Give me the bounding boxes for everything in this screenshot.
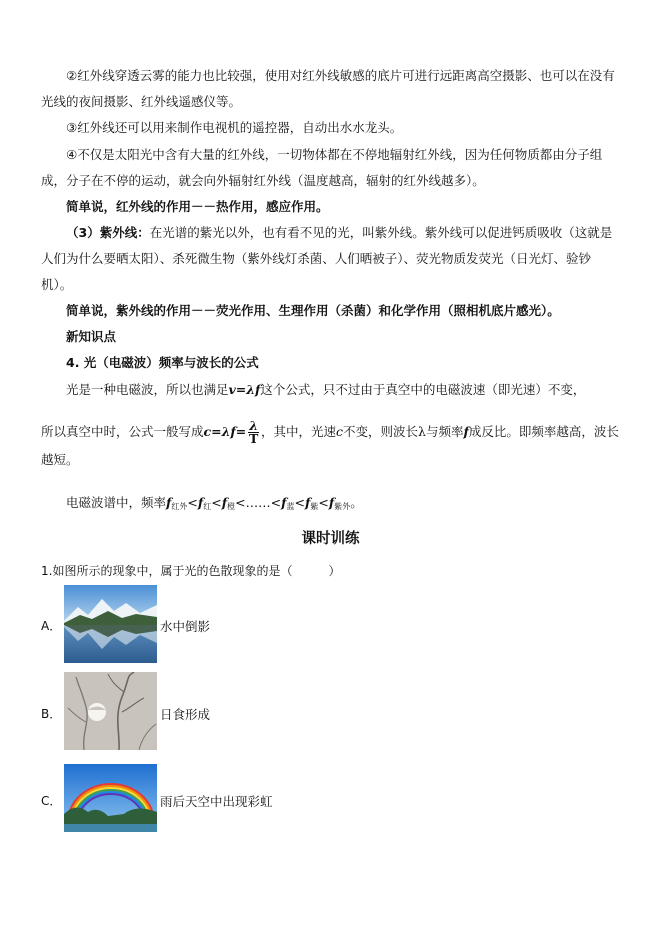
text-segment: 成反比。即频率越高，波长越短。 <box>41 424 619 467</box>
option-b-text: 日食形成 <box>160 707 211 722</box>
symbol-f: f <box>463 424 469 439</box>
option-c-rainbow-image[interactable] <box>64 764 157 832</box>
summary-infrared: 简单说，红外线的作用－－热作用，感应作用。 <box>66 199 329 214</box>
section-title: 课时训练 <box>301 531 360 547</box>
fraction-numerator: λ <box>249 418 258 433</box>
text-segment: 这个公式，只不过由于真空中的电磁波速（即光速）不变， <box>260 382 586 397</box>
less-than: < <box>235 495 246 510</box>
freq-subscript: 紫 <box>310 502 319 511</box>
option-a-letter: A． <box>41 619 62 633</box>
symbol-lambda: λ <box>418 424 426 439</box>
text-segment: 光是一种电磁波，所以也满足 <box>66 382 229 397</box>
text-segment: 不变，则波长 <box>343 424 419 439</box>
option-a-text: 水中倒影 <box>160 619 211 634</box>
less-than: < <box>187 495 198 510</box>
text-segment: 所以真空中时，公式一般写成 <box>41 424 204 439</box>
option-b-eclipse-image[interactable] <box>64 672 157 750</box>
formula-v-lambda-f: v=λf <box>228 382 261 397</box>
option-b-letter: B． <box>41 707 62 721</box>
paragraph-infrared-radiation: ④不仅是太阳光中含有大量的红外线，一切物体都在不停地辐射红外线，因为任何物质都由分子组成，分子在不停的运动，就会向外辐射红外线（温度越高，辐射的红外线越多）。 <box>41 147 603 188</box>
text-segment: 与频率 <box>425 424 464 439</box>
freq-subscript: 紫外 <box>334 502 351 511</box>
fraction-lambda-over-t <box>248 420 259 445</box>
paragraph-wave-formula <box>41 377 621 403</box>
freq-symbol: f <box>166 495 172 510</box>
ultraviolet-label: （3）紫外线： <box>66 225 150 240</box>
ultraviolet-text: 在光谱的紫光以外，也有看不见的光，叫紫外线。紫外线可以促进钙质吸收（这就是人们为什么要晒太阳）、杀死微生物（紫外线灯杀菌、人们晒被子）、荧光物质发荧光（日光灯、验钞机）。 <box>41 225 613 292</box>
formula-c-lambda-f: c=λf= <box>203 424 247 439</box>
option-a-lake-reflection-image[interactable] <box>64 585 157 663</box>
new-knowledge-heading: 新知识点 <box>66 329 117 344</box>
paragraph-ultraviolet <box>41 220 621 298</box>
freq-symbol: f <box>328 495 335 510</box>
less-than: < <box>294 495 305 510</box>
text-segment: 。 <box>350 495 363 510</box>
freq-symbol: f <box>197 495 204 510</box>
paragraph-spectrum-order <box>41 490 621 520</box>
text-segment: 电磁波谱中，频率 <box>66 495 167 510</box>
less-than: < <box>318 495 329 510</box>
question-stem: 1.如图所示的现象中，属于光的色散现象的是（ ） <box>41 564 341 578</box>
freq-subscript: 橙 <box>227 502 236 511</box>
summary-ultraviolet: 简单说，紫外线的作用－－荧光作用、生理作用（杀菌）和化学作用（照相机底片感光）。 <box>66 303 560 318</box>
option-c-text: 雨后天空中出现彩虹 <box>160 794 273 809</box>
option-c-letter: C． <box>41 794 62 808</box>
freq-subscript: 红外 <box>171 502 188 511</box>
paragraph-infrared-remote: ③红外线还可以用来制作电视机的遥控器，自动出水水龙头。 <box>66 120 403 135</box>
paragraph-vacuum-formula <box>41 418 621 474</box>
freq-symbol: f <box>305 495 311 510</box>
freq-symbol: f <box>281 495 287 510</box>
freq-symbol: f <box>221 495 228 510</box>
formula-heading: 4. 光（电磁波）频率与波长的公式 <box>66 355 259 370</box>
ellipsis: …… <box>245 495 271 510</box>
text-segment: ，其中，光速 <box>260 424 336 439</box>
symbol-c: c <box>336 424 344 439</box>
fraction-denominator: T <box>248 431 259 446</box>
freq-subscript: 红 <box>203 502 212 511</box>
paragraph-infrared-photography: ②红外线穿透云雾的能力也比较强，使用对红外线敏感的底片可进行远距离高空摄影、也可以在没有光线的夜间摄影、红外线遥感仪等。 <box>41 68 615 109</box>
less-than: < <box>270 495 282 510</box>
less-than: < <box>211 495 222 510</box>
freq-subscript: 蓝 <box>286 502 295 511</box>
